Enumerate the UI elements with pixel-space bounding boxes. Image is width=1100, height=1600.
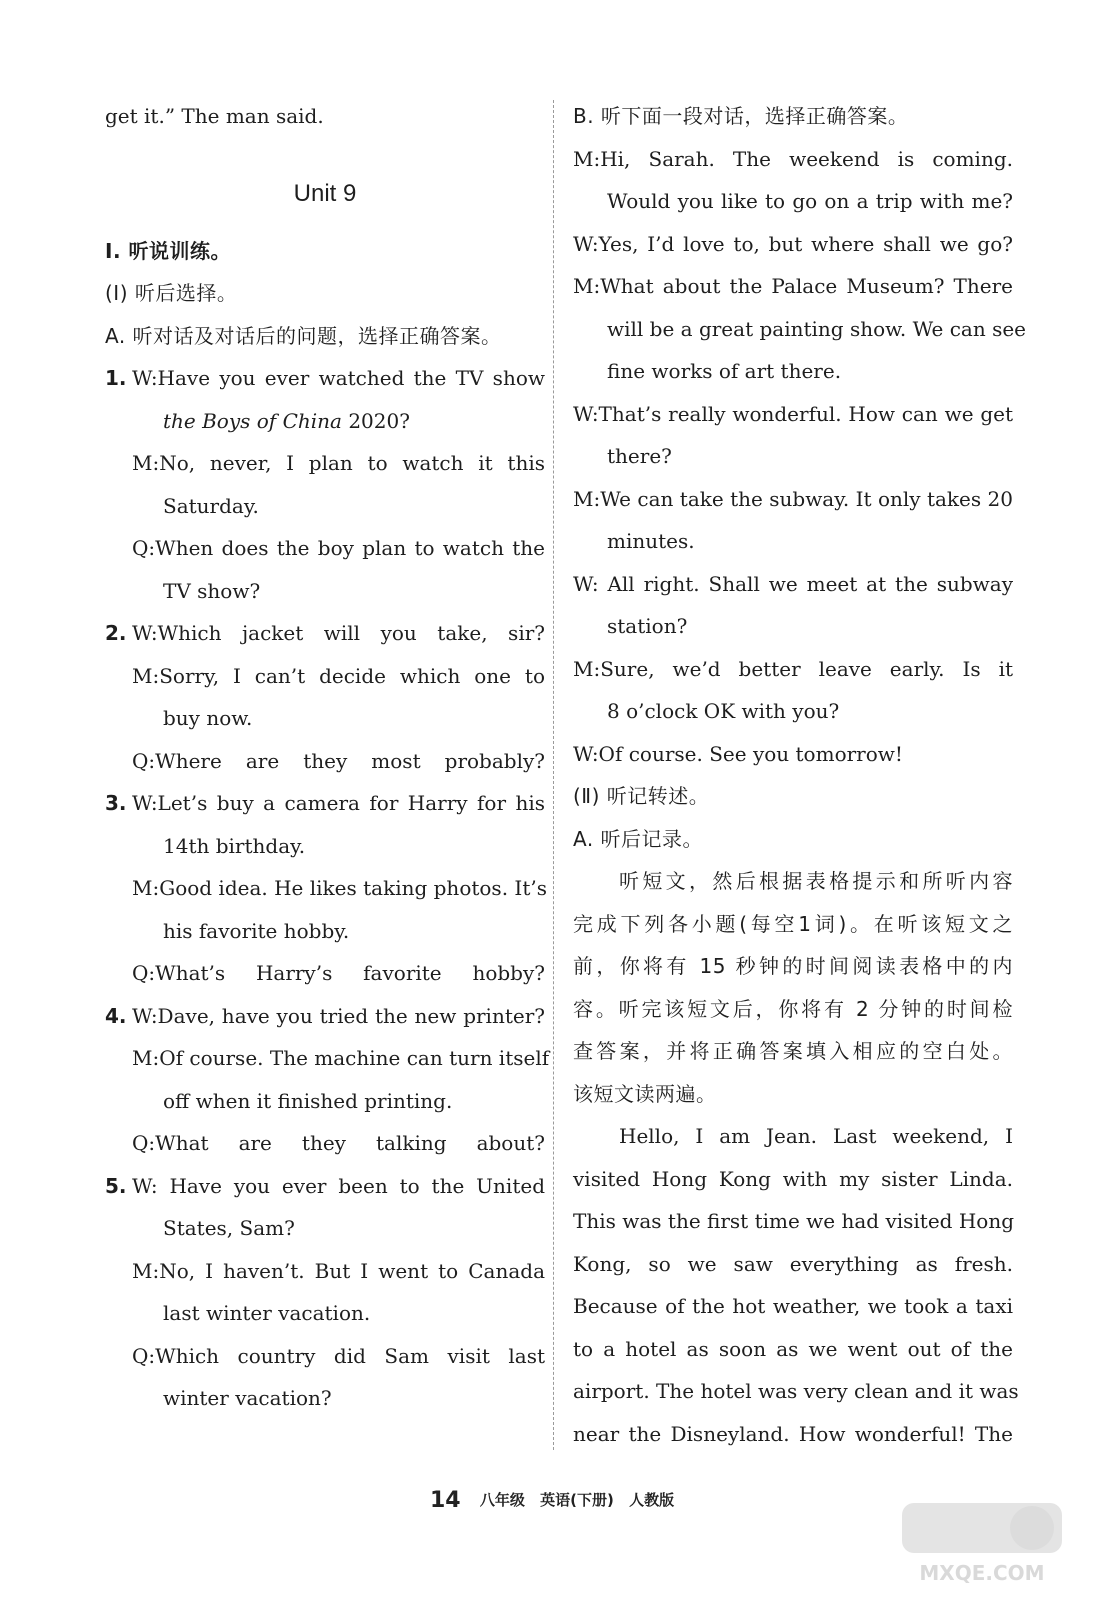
dialogue-text: W:Have you ever watched the TV show: [132, 366, 545, 390]
dialogue-line: M:Of course. The machine can turn itself: [132, 1046, 550, 1070]
passage-instruction: 完成下列各小题(每空1词)。在听该短文之: [573, 911, 1013, 936]
dialogue-line: Q:Which country did Sam visit last: [132, 1343, 545, 1368]
dialogue-continuation: last winter vacation.: [163, 1301, 371, 1325]
passage-instruction: 查答案，并将正确答案填入相应的空白处。: [573, 1039, 1013, 1063]
dialogue-line: M:Hi, Sarah. The weekend is coming.: [573, 146, 1013, 171]
dialogue-line: Q:Where are they most probably?: [132, 748, 545, 773]
dialogue-line: M:What about the Palace Museum? There: [573, 274, 1013, 298]
dialogue-continuation: off when it finished printing.: [163, 1088, 453, 1113]
dialogue-line: Q:When does the boy plan to watch the: [132, 536, 545, 560]
dialogue-continuation: 14th birthday.: [163, 833, 306, 858]
passage-line: near the Disneyland. How wonderful! The: [573, 1421, 1013, 1446]
instruction-line: 该短文读两遍。: [573, 1081, 717, 1106]
dialogue-continuation: minutes.: [607, 529, 695, 553]
show-year: 2020?: [341, 408, 410, 433]
instruction-line: (Ⅱ) 听记转述。: [573, 784, 710, 808]
passage-line: This was the first time we had visited Hong: [573, 1209, 1014, 1233]
instruction-line: B. 听下面一段对话，选择正确答案。: [573, 104, 909, 128]
column-divider: [553, 100, 554, 1450]
dialogue-continuation: [105, 400, 545, 443]
instruction-line: A. 听后记录。: [573, 826, 704, 851]
dialogue-continuation: TV show?: [163, 578, 261, 603]
page-footer: [430, 1488, 684, 1513]
text-line: get it.” The man said.: [105, 104, 324, 128]
dialogue-continuation: fine works of art there.: [607, 359, 842, 383]
dialogue-item: [105, 995, 545, 1038]
dialogue-text: W:Dave, have you tried the new printer?: [132, 1003, 545, 1028]
dialogue-continuation: buy now.: [163, 706, 253, 730]
dialogue-line: M:Sure, we’d better leave early. Is it: [573, 656, 1013, 681]
dialogue-item: [105, 357, 545, 400]
dialogue-item: [105, 782, 545, 825]
dialogue-continuation: 8 o’clock OK with you?: [607, 699, 840, 723]
dialogue-text: W:Which jacket will you take, sir?: [132, 621, 545, 645]
dialogue-item: [105, 1165, 545, 1208]
passage-line: airport. The hotel was very clean and it was: [573, 1379, 1019, 1403]
passage-line: Hello, I am Jean. Last weekend, I: [619, 1124, 1013, 1148]
passage-line: Kong, so we saw everything as fresh.: [573, 1251, 1013, 1276]
item-number: 2.: [105, 621, 127, 645]
dialogue-line: Q:What are they talking about?: [132, 1131, 545, 1155]
section-heading: Ⅰ. 听说训练。: [105, 238, 232, 263]
dialogue-continuation: there?: [607, 444, 672, 468]
item-number: 5.: [105, 1173, 127, 1198]
passage-line: visited Hong Kong with my sister Linda.: [573, 1166, 1013, 1191]
passage-instruction: 前，你将有 15 秒钟的时间阅读表格中的内: [573, 954, 1013, 978]
dialogue-line: M:No, I haven’t. But I went to Canada: [132, 1258, 545, 1283]
dialogue-continuation: winter vacation?: [163, 1386, 332, 1410]
footer-grade: 八年级: [479, 1491, 525, 1509]
dialogue-line: M:We can take the subway. It only takes 20: [573, 486, 1013, 511]
dialogue-continuation: his favorite hobby.: [163, 918, 350, 943]
dialogue-line: M:No, never, I plan to watch it this: [132, 451, 545, 475]
dialogue-continuation: Saturday.: [163, 493, 259, 518]
dialogue-text: W:Let’s buy a camera for Harry for his: [132, 791, 545, 815]
passage-instruction: 容。听完该短文后，你将有 2 分钟的时间检: [573, 996, 1013, 1021]
footer-edition: 人教版: [629, 1491, 675, 1509]
dialogue-item: [105, 612, 545, 655]
instruction-line: A. 听对话及对话后的问题，选择正确答案。: [105, 323, 502, 348]
passage-instruction: 听短文，然后根据表格提示和所听内容: [619, 869, 1013, 893]
dialogue-continuation: station?: [607, 614, 688, 638]
dialogue-continuation: States, Sam?: [163, 1216, 295, 1240]
instruction-line: (Ⅰ) 听后选择。: [105, 281, 238, 305]
item-number: 3.: [105, 791, 127, 815]
dialogue-line: M:Good idea. He likes taking photos. It’s: [132, 876, 547, 900]
dialogue-line: Q:What’s Harry’s favorite hobby?: [132, 961, 545, 985]
dialogue-line: W:Of course. See you tomorrow!: [573, 741, 903, 766]
dialogue-line: W:That’s really wonderful. How can we get: [573, 401, 1013, 426]
show-title: the Boys of China: [163, 408, 342, 433]
dialogue-continuation: Would you like to go on a trip with me?: [607, 189, 1013, 213]
unit-title: Unit 9: [293, 179, 357, 207]
passage-line: to a hotel as soon as we went out of the: [573, 1336, 1013, 1361]
passage-line: Because of the hot weather, we took a taxi: [573, 1294, 1013, 1318]
dialogue-line: M:Sorry, I can’t decide which one to: [132, 663, 545, 688]
dialogue-line: W: All right. Shall we meet at the subway: [573, 571, 1013, 596]
watermark-logo: [882, 1498, 1082, 1588]
footer-subject: 英语(下册): [540, 1491, 614, 1509]
item-number: 4.: [105, 1003, 127, 1028]
item-number: 1.: [105, 366, 127, 390]
right-column: [573, 95, 1027, 1455]
spacer: [105, 138, 545, 158]
page-number: 14: [430, 1488, 461, 1513]
dialogue-continuation: will be a great painting show. We can see: [607, 316, 1027, 341]
dialogue-line: W:Yes, I’d love to, but where shall we go?: [573, 231, 1013, 256]
watermark-text: MXQE.COM: [919, 1561, 1045, 1585]
dialogue-text: W: Have you ever been to the United: [132, 1173, 545, 1198]
left-column: [105, 95, 550, 1420]
